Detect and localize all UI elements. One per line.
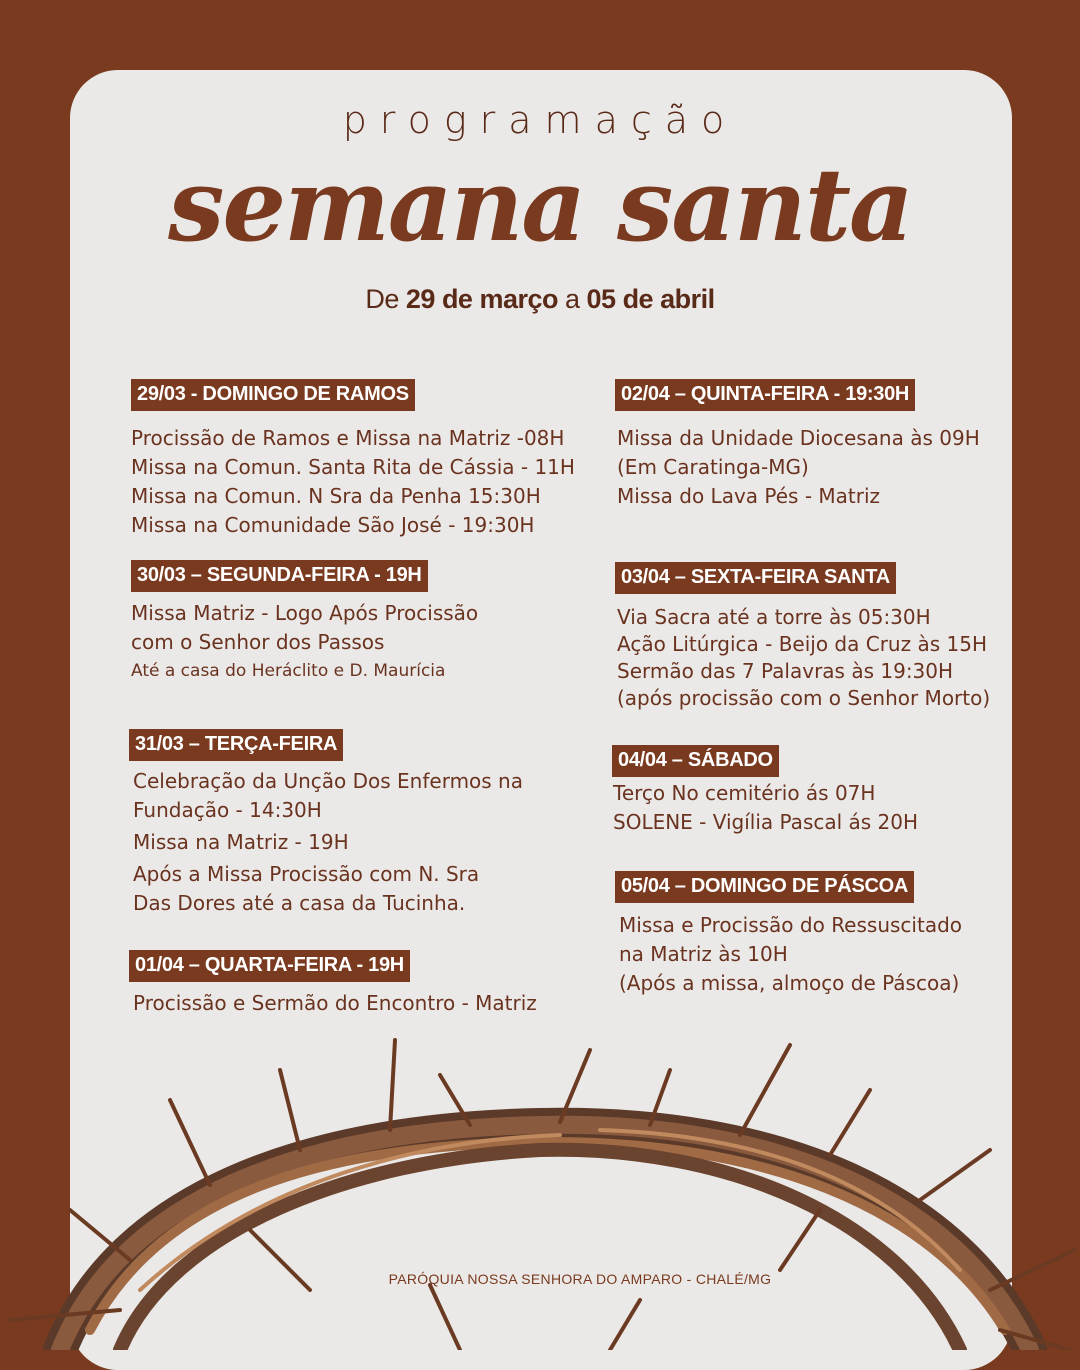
day-tag: 05/04 – DOMINGO DE PÁSCOA <box>615 871 914 903</box>
crown-of-thorns-icon <box>0 1030 1080 1350</box>
day-tag: 31/03 – TERÇA-FEIRA <box>129 729 343 761</box>
event-line: Celebração da Unção Dos Enfermos na <box>133 769 523 793</box>
event-line: Missa na Comun. Santa Rita de Cássia - 11H <box>131 455 575 479</box>
schedule-day-8 <box>615 871 962 998</box>
day-tag: 30/03 – SEGUNDA-FEIRA - 19H <box>131 560 428 592</box>
event-line: (Após a missa, almoço de Páscoa) <box>619 971 960 995</box>
event-line: Missa Matriz - Logo Após Procissão <box>131 601 479 625</box>
dates-prefix: De <box>365 284 406 314</box>
footer-text: PARÓQUIA NOSSA SENHORA DO AMPARO - CHALÉ/MG <box>388 1271 772 1287</box>
event-line: Procissão e Sermão do Encontro - Matriz <box>133 991 537 1015</box>
event-line: Missa da Unidade Diocesana às 09H <box>617 426 980 450</box>
event-line: SOLENE - Vigília Pascal ás 20H <box>613 810 919 834</box>
day-tag: 02/04 – QUINTA-FEIRA - 19:30H <box>615 379 915 411</box>
event-line: Missa e Procissão do Ressuscitado <box>619 913 963 937</box>
day-tag: 29/03 - DOMINGO DE RAMOS <box>131 379 415 411</box>
event-line: com o Senhor dos Passos <box>131 630 385 654</box>
event-line: Missa na Comun. N Sra da Penha 15:30H <box>131 484 541 508</box>
event-line: Procissão de Ramos e Missa na Matriz -08H <box>131 426 565 450</box>
schedule-day-4 <box>129 950 537 1018</box>
event-line: (Em Caratinga-MG) <box>617 455 809 479</box>
event-line: Após a Missa Procissão com N. Sra <box>133 862 480 886</box>
schedule-day-1 <box>131 379 575 540</box>
event-line: Via Sacra até a torre às 05:30H <box>617 605 931 629</box>
schedule-day-5 <box>615 379 980 511</box>
event-line: Missa do Lava Pés - Matriz <box>617 484 881 508</box>
schedule-day-7 <box>612 745 918 837</box>
event-line: Sermão das 7 Palavras às 19:30H <box>617 659 954 683</box>
kicker-text: programação <box>342 98 738 142</box>
event-line: Missa na Matriz - 19H <box>133 830 349 854</box>
dates-mid: a <box>558 284 587 314</box>
event-line: Missa na Comunidade São José - 19:30H <box>131 513 535 537</box>
event-line: Das Dores até a casa da Tucinha. <box>133 891 466 915</box>
schedule-day-3 <box>129 729 523 918</box>
day-tag: 04/04 – SÁBADO <box>612 745 779 777</box>
event-line: Ação Litúrgica - Beijo da Cruz às 15H <box>617 632 987 656</box>
date-range <box>0 284 1080 315</box>
event-line: Até a casa do Heráclito e D. Maurícia <box>131 661 446 681</box>
page-title: semana santa <box>168 146 912 264</box>
event-line: Terço No cemitério ás 07H <box>613 781 876 805</box>
event-line: Fundação - 14:30H <box>133 798 322 822</box>
day-tag: 03/04 – SEXTA-FEIRA SANTA <box>615 562 896 594</box>
dates-start: 29 de março <box>405 284 558 314</box>
schedule-day-6 <box>615 562 990 712</box>
event-line: (após procissão com o Senhor Morto) <box>617 686 991 710</box>
event-line: na Matriz às 10H <box>619 942 788 966</box>
dates-end: 05 de abril <box>586 284 715 314</box>
day-tag: 01/04 – QUARTA-FEIRA - 19H <box>129 950 410 982</box>
schedule-day-2 <box>131 560 478 686</box>
